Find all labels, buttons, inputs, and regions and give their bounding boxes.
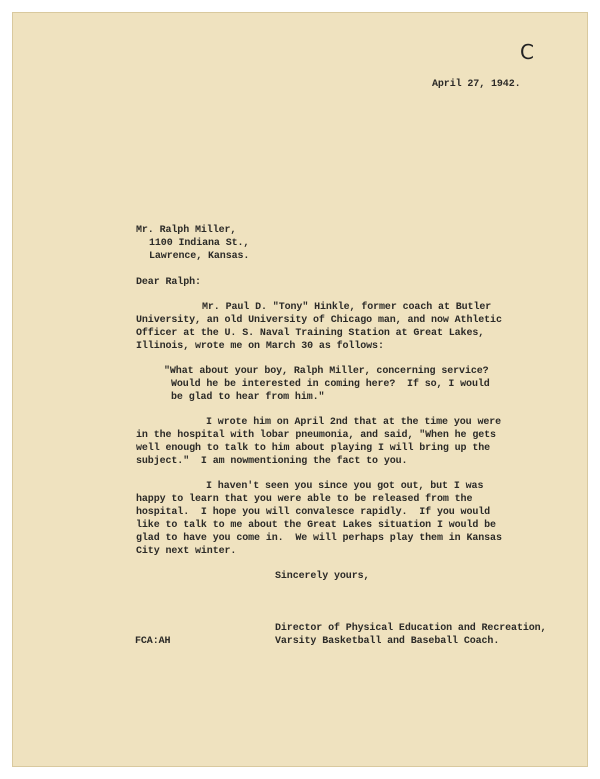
paragraph3-line-2: happy to learn that you were able to be released from the — [136, 494, 473, 505]
quote-line-3: be glad to hear from him." — [171, 392, 325, 403]
paragraph2-line-4: subject." I am nowmentioning the fact to you. — [136, 456, 408, 467]
salutation: Dear Ralph: — [136, 277, 201, 288]
quote-line-1: "What about your boy, Ralph Miller, concerning service? — [164, 366, 489, 377]
paragraph2-line-2: in the hospital with lobar pneumonia, and said, "When he gets — [136, 430, 496, 441]
address-line-1: Mr. Ralph Miller, — [136, 225, 237, 236]
corner-mark: C — [520, 40, 534, 64]
paragraph1-line-1: Mr. Paul D. "Tony" Hinkle, former coach at Butler — [202, 302, 492, 313]
paragraph3-line-5: glad to have you come in. We will perhaps play them in Kansas — [136, 533, 502, 544]
signature-title-line-2: Varsity Basketball and Baseball Coach. — [275, 636, 500, 647]
paragraph3-line-6: City next winter. — [136, 546, 237, 557]
quote-line-2: Would he be interested in coming here? If so, I would — [171, 379, 490, 390]
typist-initials: FCA:AH — [135, 636, 171, 647]
paragraph3-line-1: I haven't seen you since you got out, but I was — [206, 481, 484, 492]
letter-page — [12, 12, 588, 767]
letter-date: April 27, 1942. — [432, 79, 521, 90]
paragraph2-line-3: well enough to talk to him about playing I will bring up the — [136, 443, 491, 454]
paragraph2-line-1: I wrote him on April 2nd that at the time you were — [206, 417, 502, 428]
paragraph1-line-4: Illinois, wrote me on March 30 as follows: — [136, 341, 384, 352]
address-line-3: Lawrence, Kansas. — [149, 251, 250, 262]
signature-title-line-1: Director of Physical Education and Recreation, — [275, 623, 547, 634]
paragraph3-line-3: hospital. I hope you will convalesce rapidly. If you would — [136, 507, 491, 518]
address-line-2: 1100 Indiana St., — [149, 238, 250, 249]
paragraph1-line-2: University, an old University of Chicago man, and now Athletic — [136, 315, 502, 326]
closing: Sincerely yours, — [275, 571, 370, 582]
paragraph3-line-4: like to talk to me about the Great Lakes situation I would be — [136, 520, 496, 531]
paragraph1-line-3: Officer at the U. S. Naval Training Station at Great Lakes, — [136, 328, 485, 339]
